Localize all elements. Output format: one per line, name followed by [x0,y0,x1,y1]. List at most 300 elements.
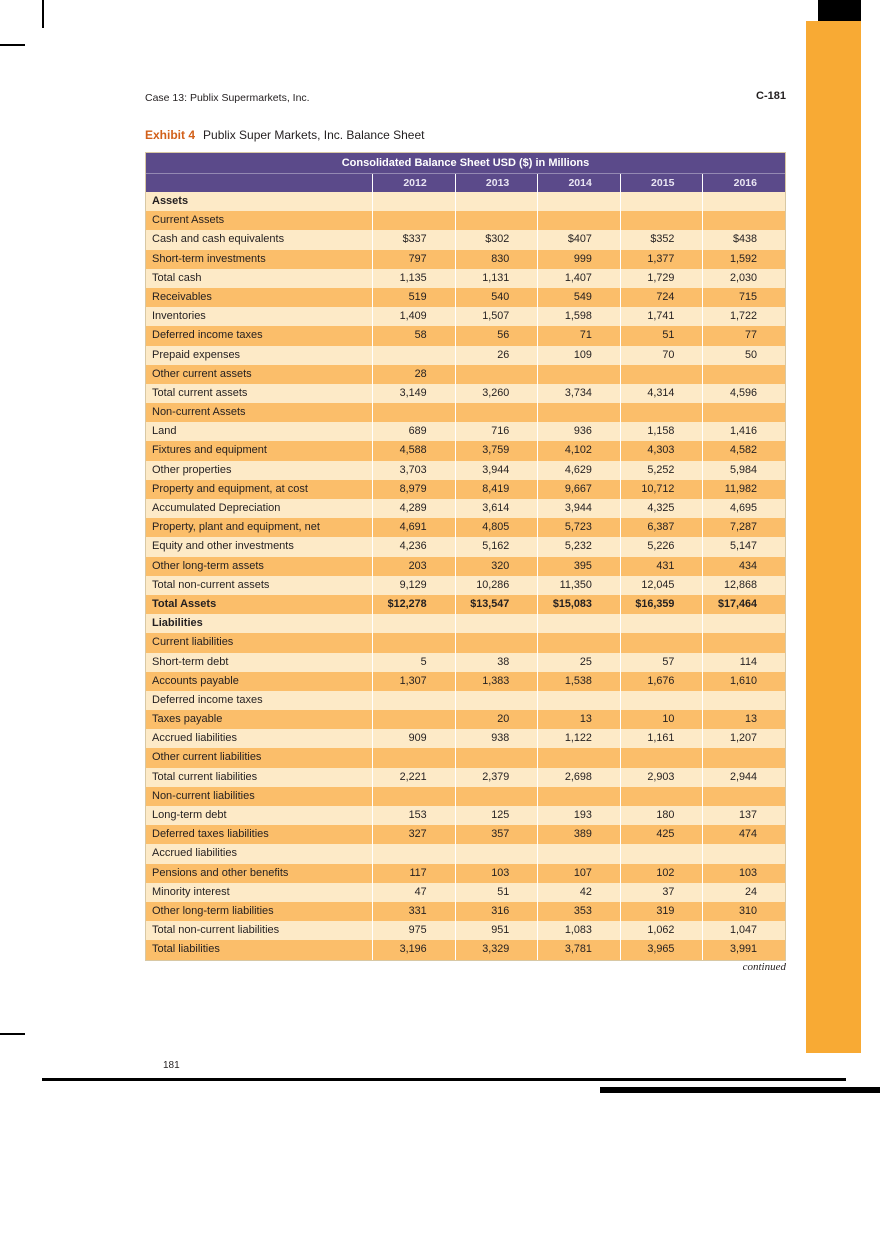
row-label: Liabilities [152,617,203,630]
row-value [702,365,785,384]
row-value: 25 [537,653,620,672]
row-value: 58 [372,326,455,345]
row-value: 316 [455,902,538,921]
crop-mark-bottom-bar [42,1078,846,1081]
row-value: 1,047 [702,921,785,940]
year-header-spacer [146,174,372,192]
table-row [146,365,785,384]
row-value [702,748,785,767]
row-label: Current Assets [152,214,225,227]
table-row [146,787,785,806]
exhibit-caption [145,128,424,142]
row-value: 2,030 [702,269,785,288]
row-value: 1,416 [702,422,785,441]
row-value: 938 [455,729,538,748]
row-value: 5,162 [455,537,538,556]
row-label: Other properties [152,463,232,476]
row-value: 4,314 [620,384,703,403]
row-value: 109 [537,346,620,365]
row-label: Long-term debt [152,809,227,821]
row-value: 797 [372,250,455,269]
row-value: 715 [702,288,785,307]
row-value: 117 [372,864,455,883]
row-value: 3,196 [372,940,455,959]
table-row [146,864,785,883]
row-value: 12,045 [620,576,703,595]
row-value [537,211,620,230]
row-value [455,633,538,652]
table-row [146,806,785,825]
row-value [372,844,455,863]
row-label: Prepaid expenses [152,348,241,361]
row-label: Other long-term liabilities [152,904,274,917]
row-value: 2,903 [620,768,703,787]
page-number: 181 [163,1060,180,1071]
row-value [372,211,455,230]
row-value: 1,161 [620,729,703,748]
row-value: 331 [372,902,455,921]
row-value: 1,307 [372,672,455,691]
row-label: Total current assets [152,386,248,399]
row-value: 153 [372,806,455,825]
row-value [372,710,455,729]
row-value [702,691,785,710]
row-value [702,403,785,422]
continued-note: continued [742,961,786,973]
row-value: 3,734 [537,384,620,403]
row-value: 10,286 [455,576,538,595]
row-value: 2,944 [702,768,785,787]
row-value [455,211,538,230]
table-row [146,461,785,480]
row-value [372,346,455,365]
row-value [620,691,703,710]
balance-sheet-rows [146,192,785,960]
row-value [537,691,620,710]
row-value: 13 [537,710,620,729]
row-label: Accumulated Depreciation [152,502,281,514]
table-row [146,499,785,518]
row-label: Short-term debt [152,655,229,668]
row-value: 42 [537,883,620,902]
row-value: $15,083 [537,595,620,614]
table-row [146,710,785,729]
row-label: Cash and cash equivalents [152,233,285,246]
crop-mark-bottom-right-bar [600,1087,880,1093]
row-value: 327 [372,825,455,844]
row-value: 909 [372,729,455,748]
table-row [146,729,785,748]
row-value [620,211,703,230]
row-value: 137 [702,806,785,825]
table-row [146,403,785,422]
row-value: $17,464 [702,595,785,614]
row-value: 1,538 [537,672,620,691]
table-row [146,768,785,787]
row-value [455,691,538,710]
row-label: Total Assets [152,597,217,610]
row-value: 320 [455,557,538,576]
row-value: 1,377 [620,250,703,269]
row-value: 1,407 [537,269,620,288]
row-value [455,614,538,633]
row-value: 4,236 [372,537,455,556]
row-value: 716 [455,422,538,441]
row-value [537,403,620,422]
row-value [372,192,455,211]
row-value: 395 [537,557,620,576]
row-label: Deferred income taxes [152,693,263,706]
table-row [146,921,785,940]
row-value: 28 [372,365,455,384]
row-value: 4,582 [702,441,785,460]
row-value: 1,122 [537,729,620,748]
row-value: 3,965 [620,940,703,959]
row-value: 3,329 [455,940,538,959]
table-row [146,518,785,537]
table-row [146,192,785,211]
table-row [146,633,785,652]
table-row [146,537,785,556]
row-value: 4,325 [620,499,703,518]
row-value: 11,350 [537,576,620,595]
row-value: 425 [620,825,703,844]
row-value: 71 [537,326,620,345]
row-label: Total cash [152,271,202,284]
row-value: 1,741 [620,307,703,326]
row-value: 56 [455,326,538,345]
row-value: 8,979 [372,480,455,499]
row-value: 5,226 [620,537,703,556]
row-value: 103 [455,864,538,883]
row-value: 434 [702,557,785,576]
table-row [146,441,785,460]
row-value [702,192,785,211]
row-value: 936 [537,422,620,441]
row-value: 57 [620,653,703,672]
table-row [146,557,785,576]
row-value: 689 [372,422,455,441]
row-value [537,844,620,863]
table-row [146,653,785,672]
row-value: 4,695 [702,499,785,518]
page-edge-accent-bar [806,21,861,1053]
row-value: 50 [702,346,785,365]
row-value [537,365,620,384]
table-row [146,691,785,710]
row-value: 3,759 [455,441,538,460]
row-value: 9,667 [537,480,620,499]
row-value: $302 [455,230,538,249]
row-value: 4,691 [372,518,455,537]
row-label: Taxes payable [152,713,223,726]
table-row [146,230,785,249]
row-value: 13 [702,710,785,729]
row-label: Deferred taxes liabilities [152,828,269,841]
row-value [620,748,703,767]
row-value [372,748,455,767]
running-head-page-ref: C-181 [756,90,786,102]
row-label: Total non-current assets [152,578,270,591]
year-column-header: 2015 [620,174,703,192]
row-value: 3,260 [455,384,538,403]
row-label: Inventories [152,310,206,323]
row-value [372,403,455,422]
row-value: 1,592 [702,250,785,269]
row-value [537,614,620,633]
row-value: 1,722 [702,307,785,326]
row-value [372,787,455,806]
table-row [146,844,785,863]
row-value: 3,149 [372,384,455,403]
row-label: Non-current Assets [152,406,246,419]
row-value: 389 [537,825,620,844]
exhibit-title: Publix Super Markets, Inc. Balance Sheet [203,128,425,142]
row-value [537,787,620,806]
row-value: 3,944 [455,461,538,480]
balance-sheet-table [145,152,786,961]
table-row [146,288,785,307]
row-label: Other current liabilities [152,751,262,764]
row-label: Total current liabilities [152,770,258,783]
row-value: 1,158 [620,422,703,441]
row-value: 4,629 [537,461,620,480]
row-value: 1,383 [455,672,538,691]
row-value [455,787,538,806]
row-value [372,633,455,652]
row-value [455,748,538,767]
row-value: 4,289 [372,499,455,518]
row-value: 77 [702,326,785,345]
row-value [455,844,538,863]
row-value: 5,723 [537,518,620,537]
row-value: 4,588 [372,441,455,460]
row-value: 999 [537,250,620,269]
exhibit-label: Exhibit 4 [145,128,196,142]
row-value: 353 [537,902,620,921]
row-value [455,365,538,384]
row-value: 1,062 [620,921,703,940]
row-value: 9,129 [372,576,455,595]
row-value: 1,729 [620,269,703,288]
row-value: $16,359 [620,595,703,614]
table-row [146,614,785,633]
table-row [146,940,785,959]
table-row [146,211,785,230]
row-value: 20 [455,710,538,729]
row-value: $352 [620,230,703,249]
row-value: 24 [702,883,785,902]
row-value: 4,102 [537,441,620,460]
table-row [146,422,785,441]
table-title: Consolidated Balance Sheet USD ($) in Millions [146,153,785,174]
row-label: Property, plant and equipment, net [152,521,320,534]
row-value [620,787,703,806]
row-label: Accrued liabilities [152,732,237,745]
table-row [146,269,785,288]
row-value: 203 [372,557,455,576]
table-row [146,748,785,767]
table-row [146,825,785,844]
row-value [620,614,703,633]
row-value [455,403,538,422]
row-value: 3,703 [372,461,455,480]
row-label: Pensions and other benefits [152,866,289,879]
row-value [702,787,785,806]
crop-mark-left-tick [0,44,25,46]
row-value: 10,712 [620,480,703,499]
table-row [146,883,785,902]
row-value: 70 [620,346,703,365]
row-value: 180 [620,806,703,825]
row-value [620,844,703,863]
row-label: Short-term investments [152,252,266,265]
row-value: 11,982 [702,480,785,499]
row-value [372,691,455,710]
year-column-header: 2016 [702,174,785,192]
row-value: 51 [620,326,703,345]
row-value: 10 [620,710,703,729]
table-year-header [146,174,785,192]
row-value: 1,409 [372,307,455,326]
row-value: 47 [372,883,455,902]
table-row [146,346,785,365]
row-value: 107 [537,864,620,883]
row-value: 3,614 [455,499,538,518]
row-value [702,614,785,633]
row-label: Current liabilities [152,636,234,649]
row-value [702,211,785,230]
table-row [146,902,785,921]
row-value: 951 [455,921,538,940]
row-value [372,614,455,633]
row-value: $13,547 [455,595,538,614]
row-value: 5,147 [702,537,785,556]
row-label: Accounts payable [152,674,239,687]
row-value: $337 [372,230,455,249]
table-row [146,250,785,269]
row-value: 4,303 [620,441,703,460]
row-value: 114 [702,653,785,672]
row-value [620,365,703,384]
row-value: 5,252 [620,461,703,480]
row-value: 1,598 [537,307,620,326]
row-value: $438 [702,230,785,249]
row-value: 4,805 [455,518,538,537]
table-row [146,326,785,345]
row-value: 2,221 [372,768,455,787]
row-value: 519 [372,288,455,307]
table-row [146,480,785,499]
row-value: 6,387 [620,518,703,537]
row-label: Land [152,425,177,438]
row-value: 830 [455,250,538,269]
row-value: 1,135 [372,269,455,288]
row-label: Total liabilities [152,943,220,956]
row-value: 3,781 [537,940,620,959]
table-row [146,307,785,326]
row-value: 2,698 [537,768,620,787]
row-label: Equity and other investments [152,540,294,553]
year-column-header: 2013 [455,174,538,192]
row-value [620,403,703,422]
row-value [620,633,703,652]
row-value [537,748,620,767]
row-value: 26 [455,346,538,365]
row-value: 319 [620,902,703,921]
row-label: Receivables [152,290,212,303]
row-value: $407 [537,230,620,249]
row-value: 38 [455,653,538,672]
crop-mark-left-tick-lower [0,1033,25,1035]
row-label: Minority interest [152,885,230,898]
row-value: $12,278 [372,595,455,614]
row-value [455,192,538,211]
row-label: Total non-current liabilities [152,924,280,937]
row-value: 1,131 [455,269,538,288]
row-value: 8,419 [455,480,538,499]
row-value: 975 [372,921,455,940]
row-value: 2,379 [455,768,538,787]
row-value: 5,984 [702,461,785,480]
row-value: 102 [620,864,703,883]
row-label: Accrued liabilities [152,847,237,860]
row-value: 724 [620,288,703,307]
row-value: 549 [537,288,620,307]
row-label: Non-current liabilities [152,789,255,802]
row-value: 12,868 [702,576,785,595]
row-value: 3,991 [702,940,785,959]
row-value: 193 [537,806,620,825]
row-value: 540 [455,288,538,307]
row-value: 37 [620,883,703,902]
row-value: 1,507 [455,307,538,326]
row-value: 1,610 [702,672,785,691]
row-value: 7,287 [702,518,785,537]
row-label: Property and equipment, at cost [152,482,308,495]
row-value: 1,676 [620,672,703,691]
row-label: Deferred income taxes [152,329,263,342]
row-value: 1,083 [537,921,620,940]
row-label: Assets [152,195,189,207]
year-column-header: 2012 [372,174,455,192]
year-column-header: 2014 [537,174,620,192]
row-label: Other current assets [152,367,252,380]
row-label: Other long-term assets [152,559,264,572]
row-value [620,192,703,211]
table-row [146,384,785,403]
row-value [702,844,785,863]
table-row [146,672,785,691]
table-row [146,576,785,595]
running-head-case-title: Case 13: Publix Supermarkets, Inc. [145,92,310,104]
table-row [146,595,785,614]
row-value: 3,944 [537,499,620,518]
row-label: Fixtures and equipment [152,444,267,457]
row-value [537,633,620,652]
row-value: 474 [702,825,785,844]
row-value: 431 [620,557,703,576]
crop-mark-top-left-vertical [42,0,44,28]
row-value: 5 [372,653,455,672]
row-value [537,192,620,211]
row-value: 357 [455,825,538,844]
row-value: 103 [702,864,785,883]
row-value: 5,232 [537,537,620,556]
row-value: 51 [455,883,538,902]
row-value: 125 [455,806,538,825]
row-value: 310 [702,902,785,921]
